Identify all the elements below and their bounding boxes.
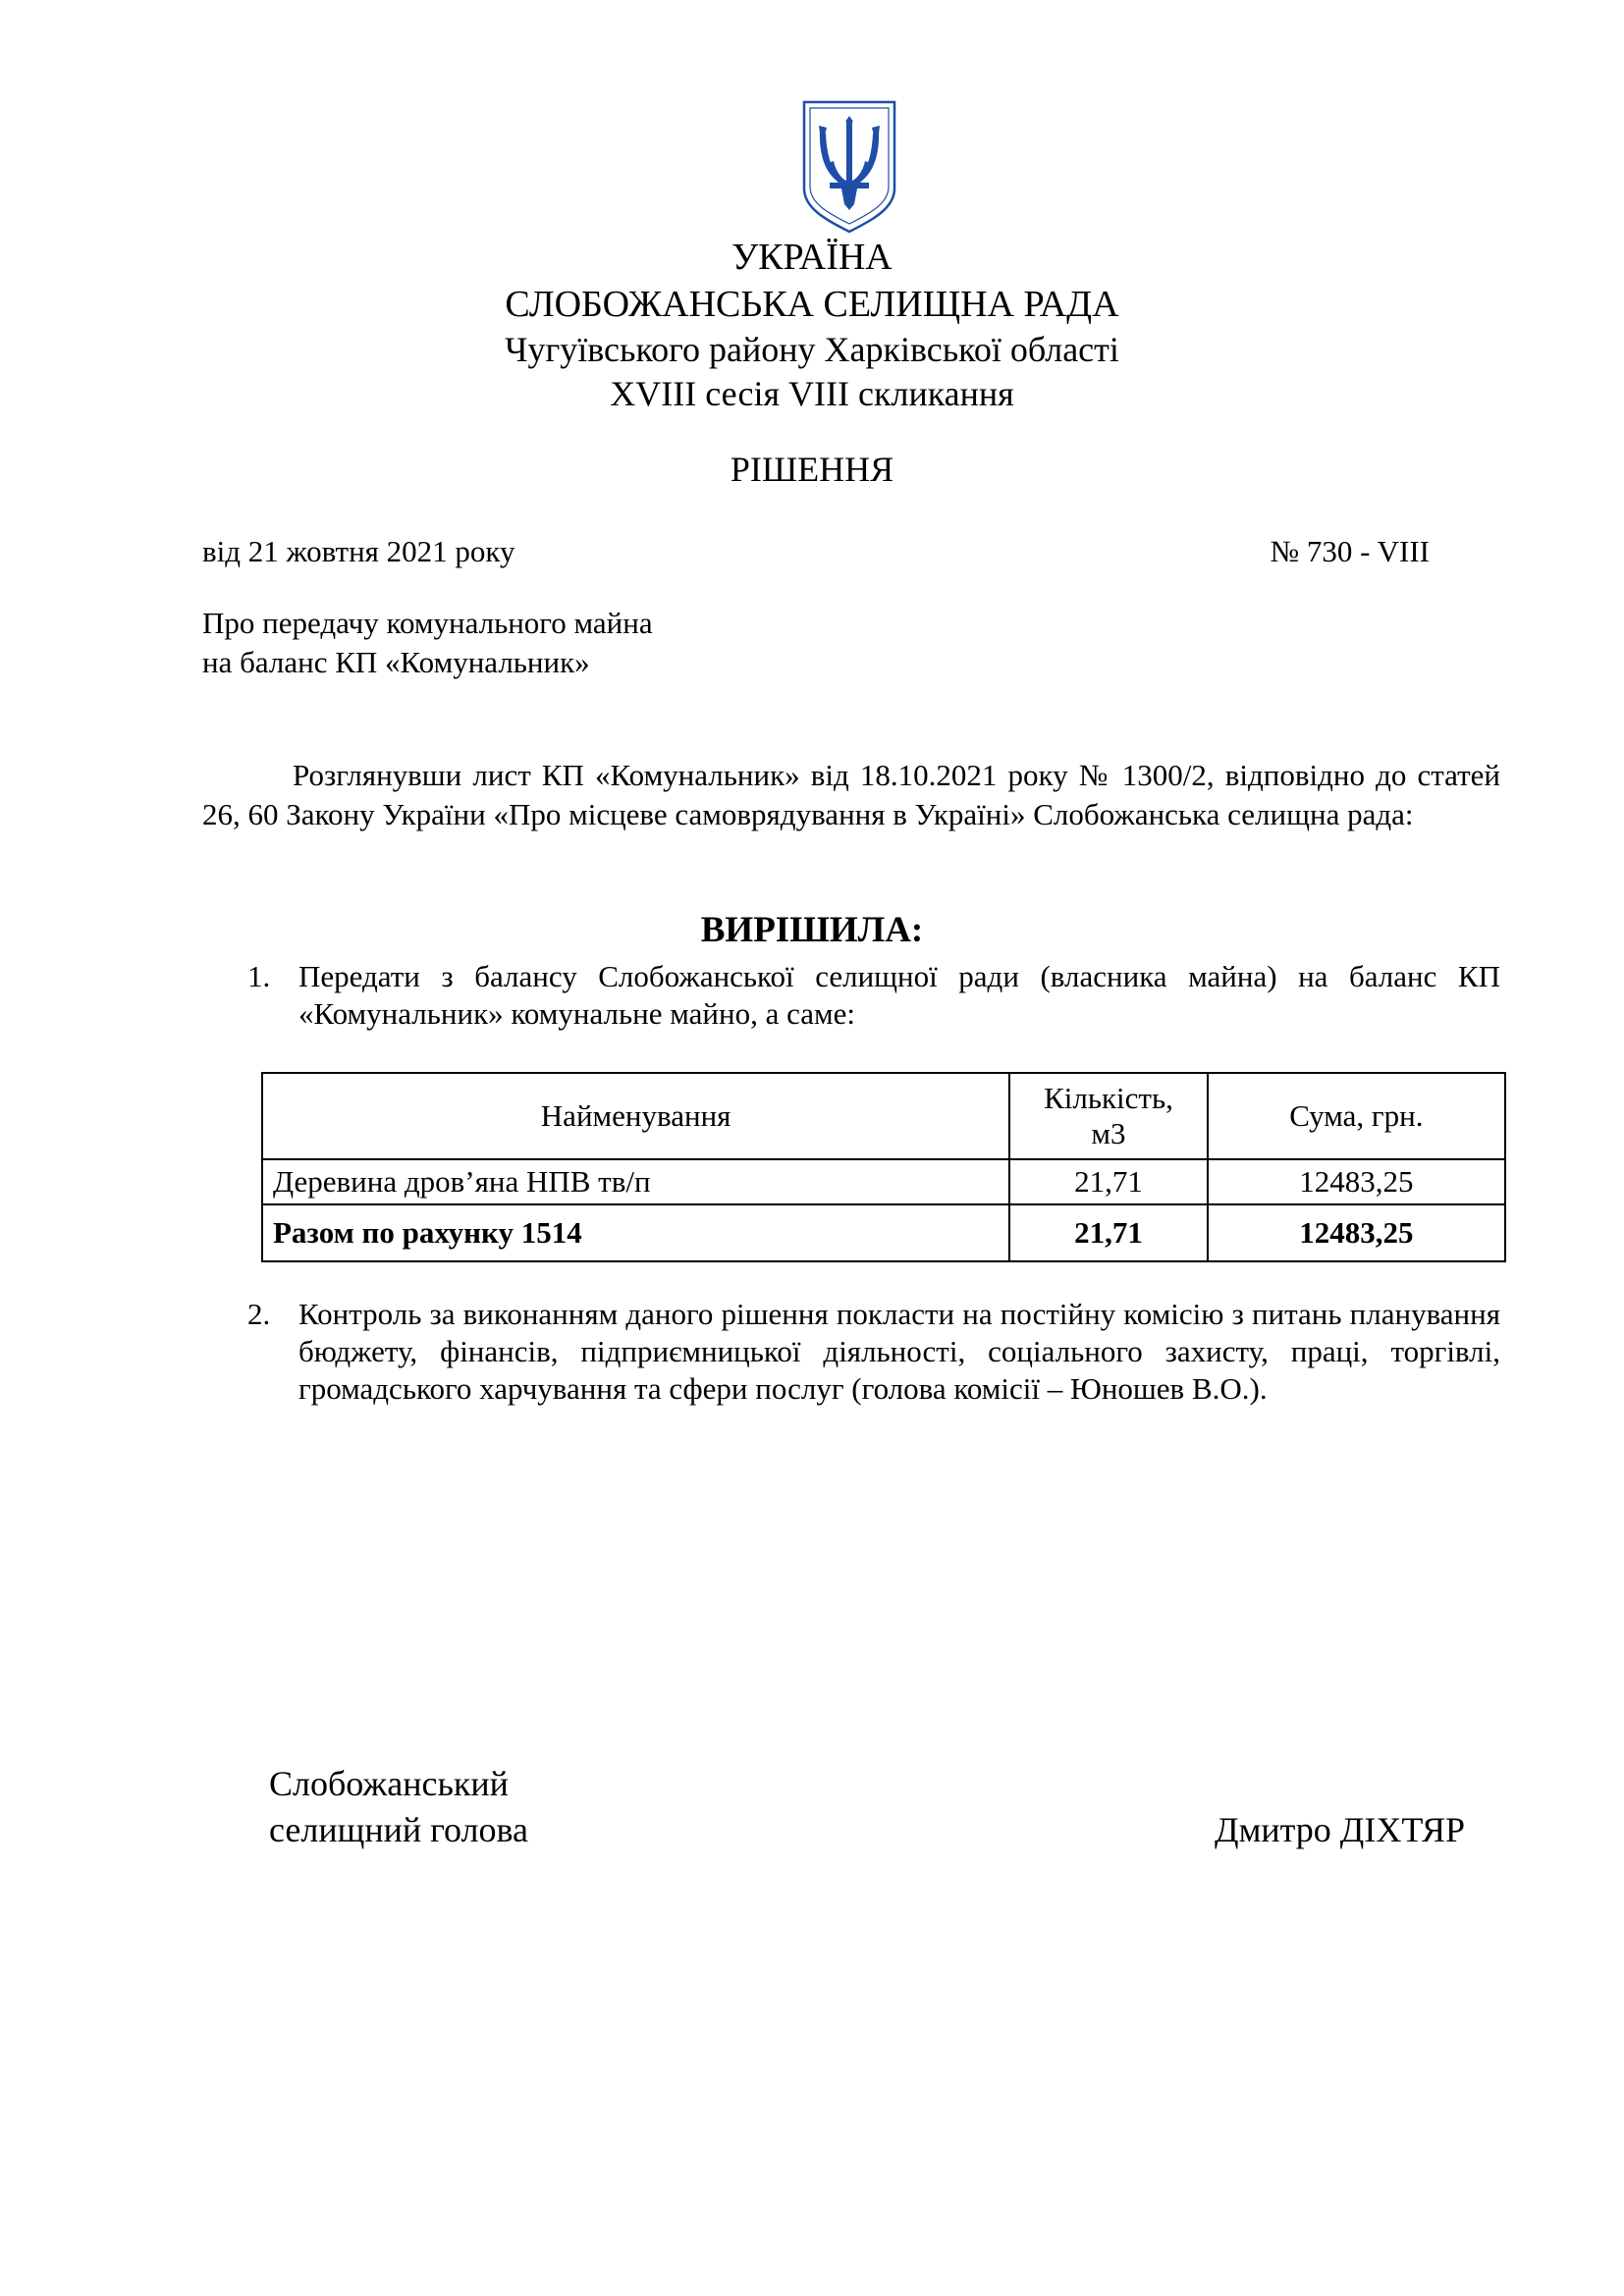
decision-number: № 730 - VIII [1270,534,1430,568]
header-quantity-label: Кількість, [1044,1081,1173,1115]
signatory-title-line-1: Слобожанський [269,1764,509,1803]
intro-paragraph: Розглянувши лист КП «Комунальник» від 18.10.2021 року № 1300/2, відповідно до статей 26, 60 Закону України «Про місцеве самоврядування в Україні» Слобожанська селищна рада: [202,758,1500,831]
total-sum: 12483,25 [1208,1204,1505,1261]
signatory-name: Дмитро ДІХТЯР [1215,1810,1465,1849]
decided-heading: ВИРІШИЛА: [700,910,924,950]
decision-item-2 [247,1296,1500,1408]
header-name: Найменування [262,1073,1009,1159]
row-quantity: 21,71 [1009,1159,1207,1204]
signatory-title-line-2: селищний голова [269,1810,529,1849]
country-name: УКРАЇНА [731,237,893,278]
row-name: Деревина дров’яна НПВ тв/п [262,1159,1009,1204]
ukraine-coat-of-arms-icon [800,98,898,236]
total-quantity: 21,71 [1009,1204,1207,1261]
document-type: РІШЕННЯ [730,450,894,489]
item-text: Контроль за виконанням даного рішення покласти на постійну комісію з питань планування бюджету, фінансів, підприємницької діяльності, соціального захисту, праці, торгівлі, громадського харчування та сфери послуг (голова комісії – Юношев В.О.). [298,1297,1500,1406]
table-header-row [262,1073,1505,1159]
total-name: Разом по рахунку 1514 [262,1204,1009,1261]
table-row [262,1159,1505,1204]
item-text: Передати з балансу Слобожанської селищної ради (власника майна) на баланс КП «Комунальник» комунальне майно, а саме: [298,959,1500,1031]
session-name: XVIII сесія VIII скликання [610,374,1014,413]
item-number: 2. [247,1297,271,1331]
property-table [261,1072,1506,1262]
decision-item-1 [247,958,1500,1033]
decision-date: від 21 жовтня 2021 року [202,534,515,568]
header-quantity-unit: м3 [1091,1116,1126,1150]
table-total-row [262,1204,1505,1261]
header-sum: Сума, грн. [1208,1073,1505,1159]
item-number: 1. [247,959,271,993]
subject-line-2: на баланс КП «Комунальник» [202,645,590,679]
row-sum: 12483,25 [1208,1159,1505,1204]
header-quantity [1009,1073,1207,1159]
district-name: Чугуївського району Харківської області [505,330,1119,369]
council-name: СЛОБОЖАНСЬКА СЕЛИЩНА РАДА [505,284,1119,325]
subject-line-1: Про передачу комунального майна [202,606,653,640]
